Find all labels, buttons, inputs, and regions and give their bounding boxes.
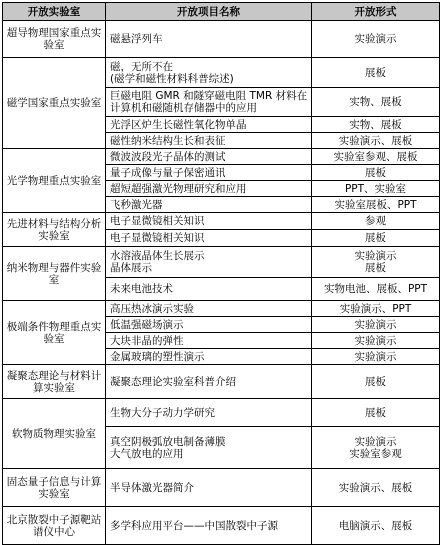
open-form: 展板 bbox=[312, 165, 440, 181]
open-form: 实验演示、展板 bbox=[312, 133, 440, 149]
lab-name: 北京散裂中子源靶站谱仪中心 bbox=[3, 507, 106, 545]
table-row bbox=[3, 469, 440, 507]
project-title: 未来电池技术 bbox=[106, 278, 312, 301]
lab-name: 超导物理国家重点实验室 bbox=[3, 21, 106, 58]
table-row bbox=[3, 507, 440, 545]
lab-name: 磁学国家重点实验室 bbox=[3, 58, 106, 149]
lab-name: 固态量子信息与计算实验室 bbox=[3, 469, 106, 507]
project-title: 量子成像与量子保密通讯 bbox=[106, 165, 312, 181]
project-title: 凝聚态理论实验室科普介绍 bbox=[106, 365, 312, 399]
open-form: 展板 bbox=[312, 399, 440, 427]
open-form: 展板 bbox=[312, 230, 440, 247]
project-title: 半导体激光器简介 bbox=[106, 469, 312, 507]
project-title: 金属玻璃的塑性演示 bbox=[106, 349, 312, 365]
project-title: 微波波段光子晶体的测试 bbox=[106, 149, 312, 165]
project-title: 大块非晶的弹性 bbox=[106, 333, 312, 349]
lab-name: 凝聚态理论与材料计算实验室 bbox=[3, 365, 106, 399]
project-title: 巨磁电阻 GMR 和隧穿磁电阻 TMR 材料在计算机和磁随机存储器中的应用 bbox=[106, 88, 312, 117]
project-title: 飞秒激光器 bbox=[106, 197, 312, 213]
table-row bbox=[3, 365, 440, 399]
header-lab: 开放实验室 bbox=[3, 3, 106, 21]
lab-name: 软物质物理实验室 bbox=[3, 399, 106, 469]
lab-name: 光学物理重点实验室 bbox=[3, 149, 106, 213]
project-title: 水溶液晶体生长展示 晶体展示 bbox=[106, 247, 312, 278]
project-title: 光浮区炉生长磁性氧化物单晶 bbox=[106, 117, 312, 133]
project-title: 超短超强激光物理研究和应用 bbox=[106, 181, 312, 197]
open-form: 实验演示 实验室参观 bbox=[312, 427, 440, 469]
open-form: 实验演示 bbox=[312, 333, 440, 349]
open-form: 实验演示 bbox=[312, 349, 440, 365]
open-form: 展板 bbox=[312, 365, 440, 399]
header-project: 开放项目名称 bbox=[106, 3, 312, 21]
lab-name: 纳米物理与器件实验室 bbox=[3, 247, 106, 301]
open-form: 实验演示 展板 bbox=[312, 247, 440, 278]
table-row bbox=[3, 58, 440, 88]
table-row bbox=[3, 149, 440, 165]
project-title: 磁悬浮列车 bbox=[106, 21, 312, 58]
open-form: 实物、展板 bbox=[312, 88, 440, 117]
lab-name: 极端条件物理重点实验室 bbox=[3, 301, 106, 365]
header-form: 开放形式 bbox=[312, 3, 440, 21]
open-form: PPT、实验室 bbox=[312, 181, 440, 197]
table-row bbox=[3, 399, 440, 427]
table-row bbox=[3, 301, 440, 317]
project-title: 电子显微镜相关知识 bbox=[106, 213, 312, 230]
open-form: 展板 bbox=[312, 58, 440, 88]
project-title: 电子显微镜相关知识 bbox=[106, 230, 312, 247]
open-form: 实物电池、展板、PPT bbox=[312, 278, 440, 301]
project-title: 低温强磁场演示 bbox=[106, 317, 312, 333]
project-title: 高压热冰演示实验 bbox=[106, 301, 312, 317]
project-title: 磁，无所不在 (磁学和磁性材料科普综述) bbox=[106, 58, 312, 88]
open-form: 实验室展板、PPT bbox=[312, 197, 440, 213]
table-row bbox=[3, 21, 440, 58]
header-row bbox=[3, 3, 440, 21]
project-title: 磁性纳米结构生长和表征 bbox=[106, 133, 312, 149]
open-form: 电脑演示、展板 bbox=[312, 507, 440, 545]
open-form: 实物、展板 bbox=[312, 117, 440, 133]
open-form: 实验演示 bbox=[312, 317, 440, 333]
table-row bbox=[3, 247, 440, 278]
open-labs-table bbox=[2, 2, 440, 545]
table-row bbox=[3, 213, 440, 230]
project-title: 多学科应用平台——中国散裂中子源 bbox=[106, 507, 312, 545]
open-form: 实验演示 bbox=[312, 21, 440, 58]
open-form: 实验演示、展板 bbox=[312, 469, 440, 507]
project-title: 真空阴极弧放电制备薄膜 大气放电的应用 bbox=[106, 427, 312, 469]
open-form: 参观 bbox=[312, 213, 440, 230]
open-form: 实验室参观、展板 bbox=[312, 149, 440, 165]
open-form: 实验演示、PPT bbox=[312, 301, 440, 317]
lab-name: 先进材料与结构分析实验室 bbox=[3, 213, 106, 247]
project-title: 生物大分子动力学研究 bbox=[106, 399, 312, 427]
